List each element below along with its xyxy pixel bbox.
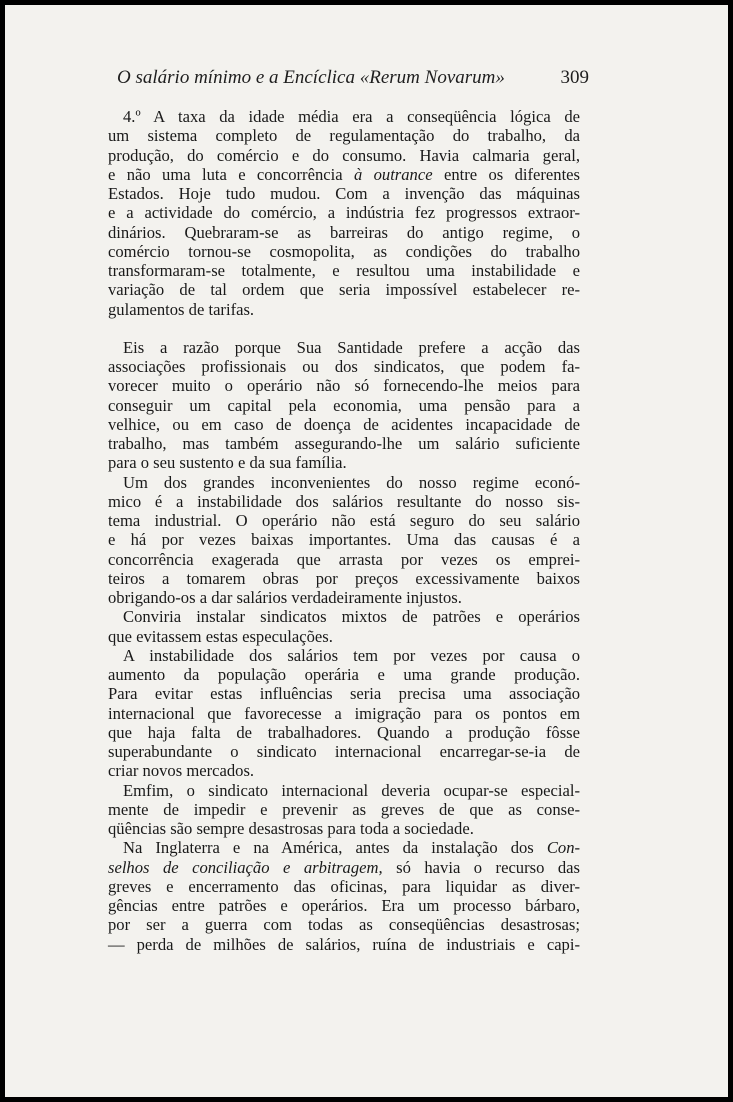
text-line: tema industrial. O operário não está seguro do seu salário [108, 511, 580, 530]
text-line: e há por vezes baixas importantes. Uma das causas é a [108, 530, 580, 550]
text-segment: e não uma luta e concorrência [108, 164, 343, 184]
text-line: comércio tornou-se cosmopolita, as condições do trabalho [108, 241, 580, 261]
text-line: gulamentos de tarifas. [108, 299, 255, 319]
text-line: associações profissionais ou dos sindicatos, que podem fa- [108, 357, 580, 376]
text-line: gências entre patrões e operários. Era um processo bárbaro, [108, 896, 580, 915]
text-segment: Na Inglaterra e na América, antes da instalação dos [123, 838, 534, 858]
text-line: que haja falta de trabalhadores. Quando a produção fôsse [108, 722, 580, 742]
text-line: Um dos grandes inconvenientes do nosso regime econó- [123, 472, 580, 492]
text-line: criar novos mercados. [108, 761, 255, 781]
text-line: Emfim, o sindicato internacional deveria ocupar-se especial- [123, 780, 580, 800]
text-line: superabundante o sindicato internacional encarregar-se-ia de [108, 742, 580, 761]
book-page [5, 5, 728, 1097]
text-line: velhice, ou em caso de doença de acidentes incapacidade de [108, 414, 580, 434]
text-line [108, 165, 580, 184]
text-line: greves e encerramento das oficinas, para liquidar as diver- [108, 876, 580, 896]
text-line: mico é a instabilidade dos salários resultante do nosso sis- [108, 491, 580, 511]
text-line: e a actividade do comércio, a indústria fez progressos extraor- [108, 203, 580, 223]
text-line: mente de impedir e prevenir as greves de que as conse- [108, 799, 580, 819]
text-line [108, 858, 580, 877]
text-line: 4.º A taxa da idade média era a conseqüência lógica de [123, 107, 580, 126]
text-line: Conviria instalar sindicatos mixtos de patrões e operários [123, 607, 580, 627]
running-title: O salário mínimo e a Encíclica «Rerum Novarum» [117, 67, 505, 88]
text-segment: só havia o recurso das [396, 857, 580, 877]
text-line: aumento da população operária e uma grande produção. [108, 665, 580, 684]
text-line: obrigando-os a dar salários verdadeiramente injustos. [108, 588, 462, 607]
text-line [108, 838, 580, 857]
text-line: qüências são sempre desastrosas para toda a sociedade. [108, 819, 474, 838]
text-line: conseguir um capital pela economia, uma pensão para a [108, 395, 580, 415]
text-line: teiros a tomarem obras por preços excessivamente baixos [108, 568, 580, 588]
text-line: para o seu sustento e da sua família. [108, 453, 347, 473]
italic-phrase: à outrance [353, 164, 433, 184]
text-line: vorecer muito o operário não só fornecendo-lhe meios para [108, 376, 580, 396]
text-line: por ser a guerra com todas as conseqüências desastrosas; [108, 915, 580, 935]
text-line: A instabilidade dos salários tem por vezes por causa o [123, 645, 580, 665]
text-line: produção, do comércio e do consumo. Havia calmaria geral, [108, 145, 580, 165]
body-text [108, 107, 580, 954]
text-line: dinários. Quebraram-se as barreiras do antigo regime, o [108, 222, 580, 242]
text-line: Eis a razão porque Sua Santidade prefere a acção das [123, 337, 580, 357]
text-line: um sistema completo de regulamentação do trabalho, da [108, 126, 580, 146]
text-line: — perda de milhões de salários, ruína de industriais e capi- [108, 934, 580, 954]
text-line: transformaram-se totalmente, e resultou uma instabilidade e [108, 261, 580, 280]
text-line: Para evitar estas influências seria precisa uma associação [108, 684, 580, 704]
italic-phrase: Con- [546, 838, 581, 858]
text-line: variação de tal ordem que seria impossível estabelecer re- [108, 280, 580, 300]
text-line: concorrência exagerada que arrasta por vezes os emprei- [108, 549, 580, 569]
italic-phrase: selhos de conciliação e arbitragem, [108, 857, 383, 877]
text-line: Estados. Hoje tudo mudou. Com a invenção das máquinas [108, 184, 580, 203]
page-number: 309 [560, 67, 589, 88]
text-line: internacional que favorecesse a imigração para os pontos em [108, 703, 580, 723]
text-segment: entre os diferentes [443, 164, 580, 184]
text-line: trabalho, mas também assegurando-lhe um salário suficiente [108, 434, 580, 453]
text-line: que evitassem estas especulações. [108, 626, 333, 646]
